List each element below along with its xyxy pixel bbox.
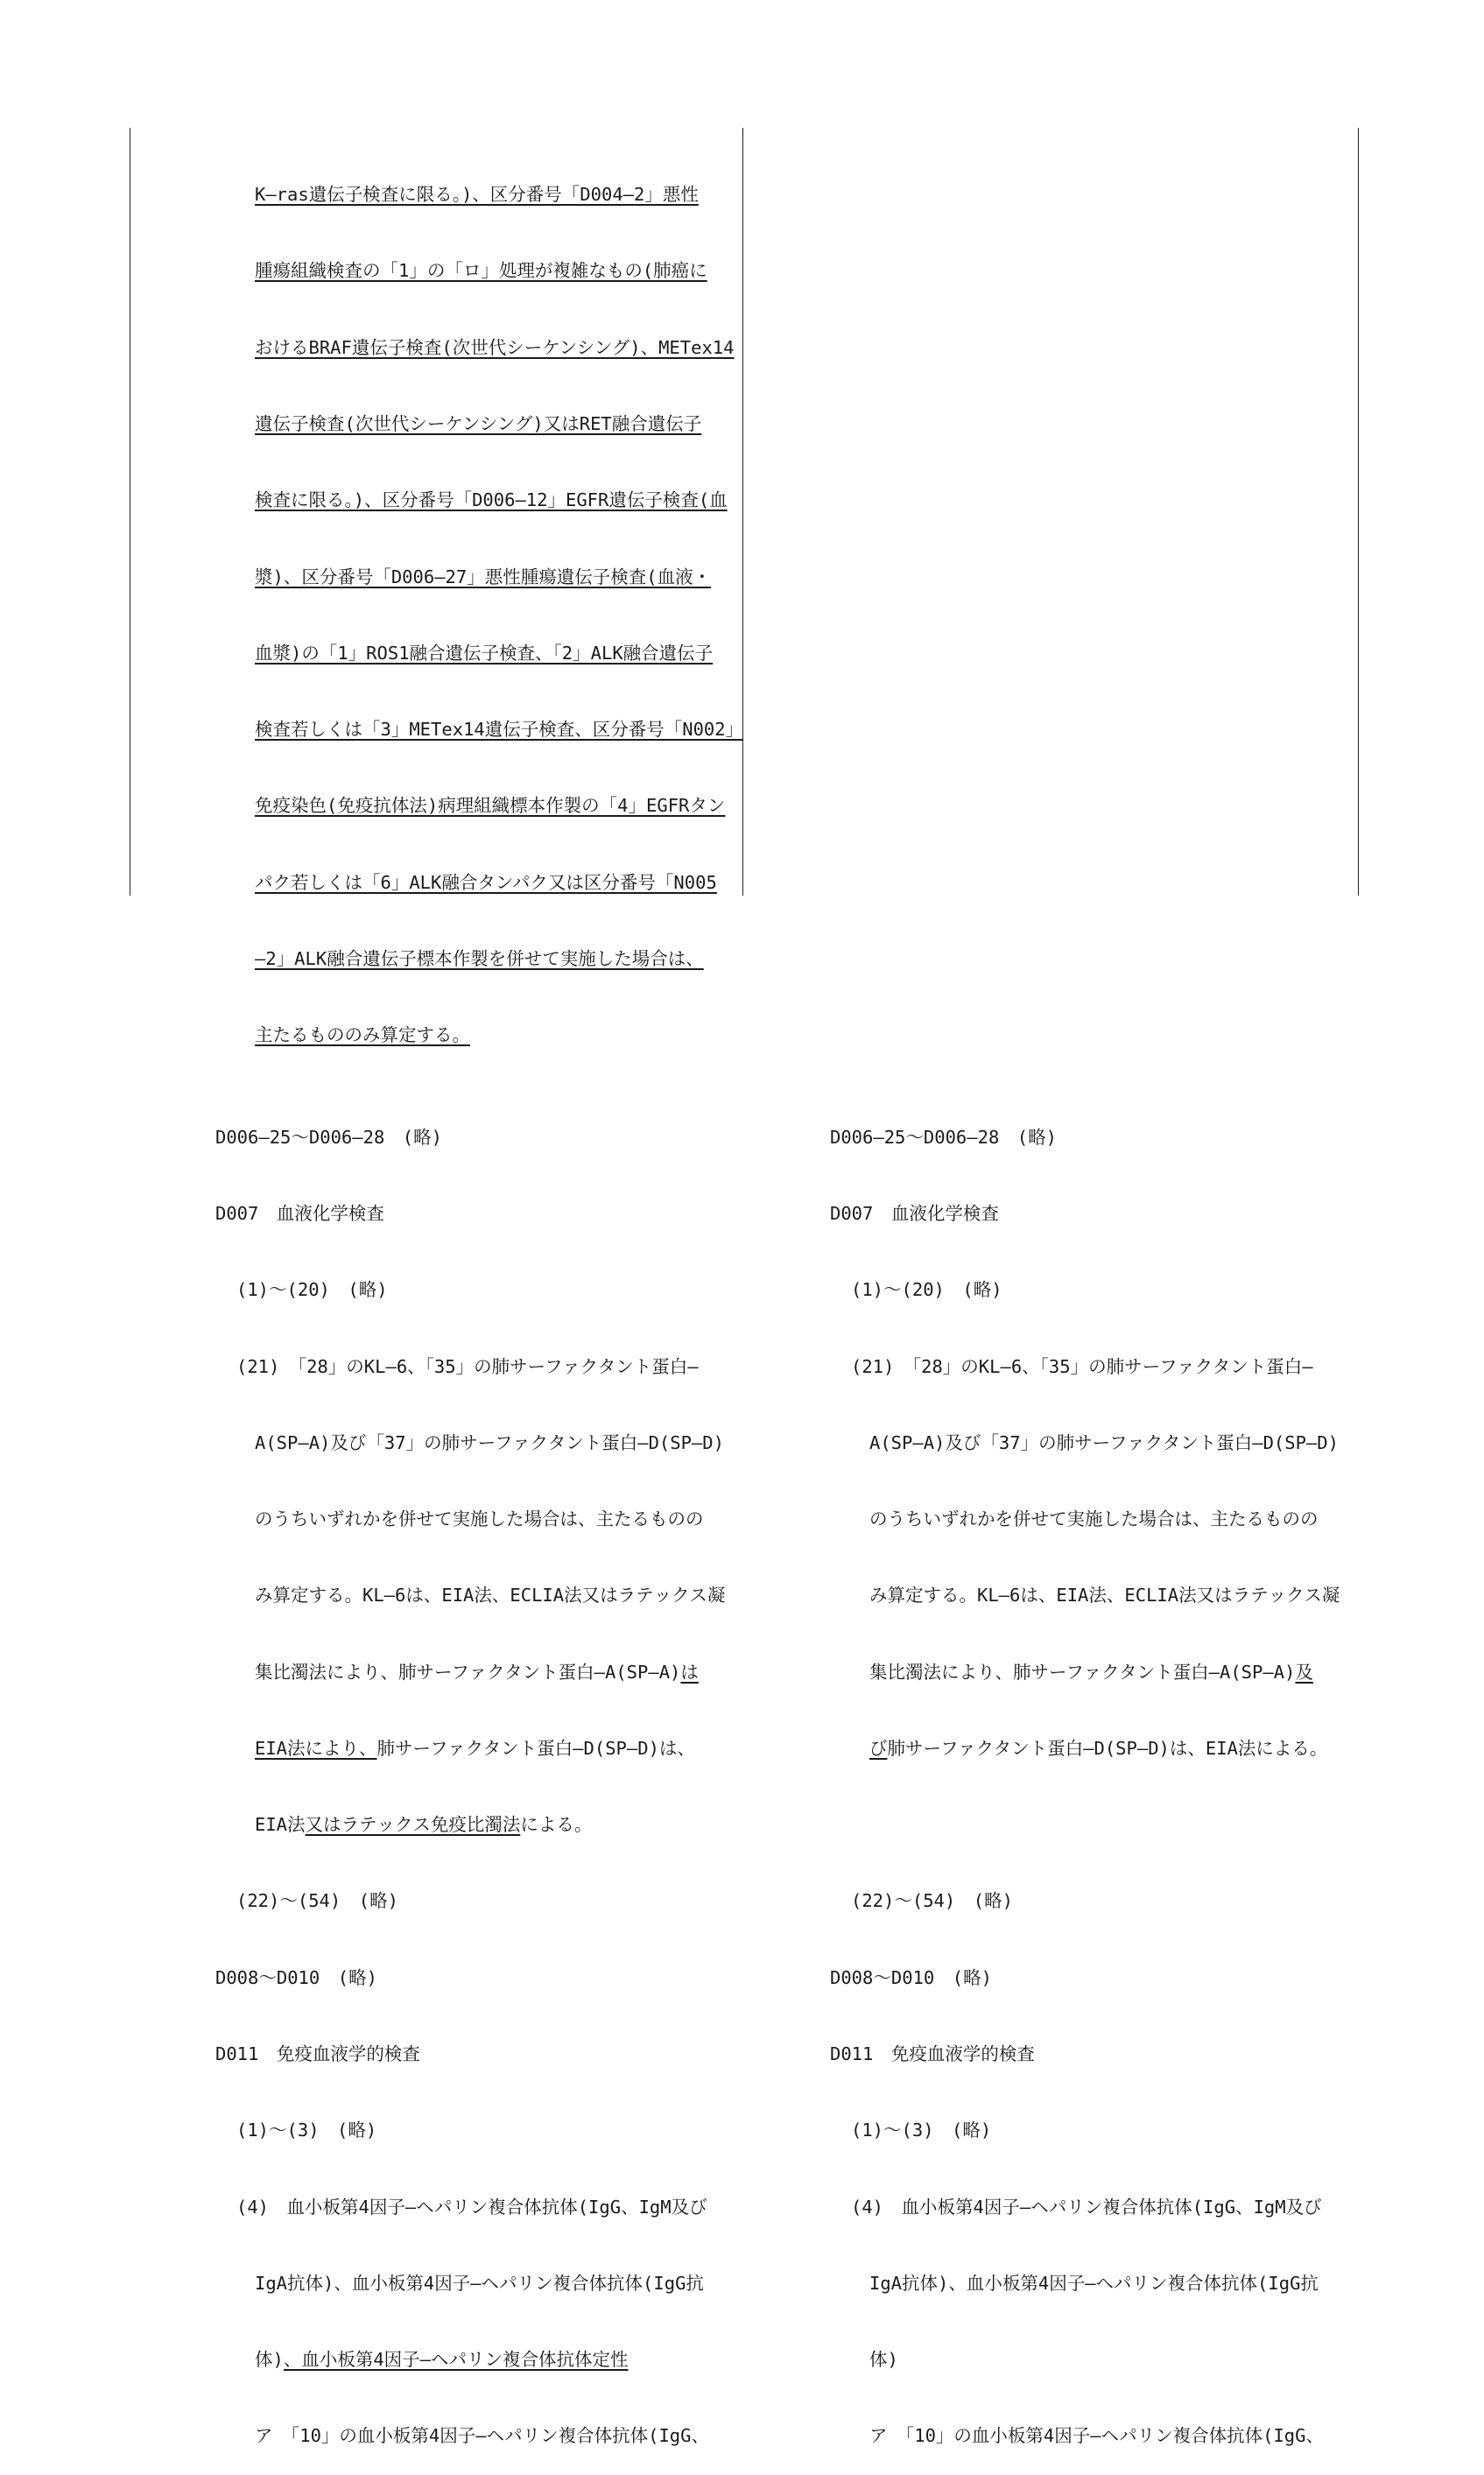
subsection-text: A(SP―A)及び「37」の肺サーファクタント蛋白―D(SP―D) [869, 1431, 1339, 1453]
section-heading: D011 免疫血液学的検査 [830, 2043, 1035, 2065]
subsection-item: (1)～(20) (略) [851, 1279, 1002, 1301]
revised-text-line: 検査に限る。)、区分番号「D006―12」EGFR遺伝子検査(血 [255, 489, 728, 511]
subsection-item: (4) 血小板第4因子―ヘパリン複合体抗体(IgG、IgM及び [851, 2196, 1322, 2218]
spacer [830, 1023, 1340, 1048]
subsection-item: (22)～(54) (略) [236, 1890, 398, 1912]
subsection-text [830, 1660, 1340, 1685]
subsection-text: ア 「10」の血小板第4因子―ヘパリン複合体抗体(IgG、 [869, 2425, 1324, 2447]
text-segment: による。 [520, 1814, 593, 1836]
underlined-text: EIA法により、 [255, 1737, 377, 1759]
subsection-text: のうちいずれかを併せて実施した場合は、主たるものの [869, 1508, 1319, 1530]
subsection-text [215, 1812, 743, 1838]
left-column-revised [215, 131, 743, 2475]
spacer [830, 565, 1340, 590]
spacer [830, 717, 1340, 742]
subsection-text: IgA抗体)、血小板第4因子―ヘパリン複合体抗体(IgG抗 [869, 2272, 1319, 2294]
text-segment: 体) [255, 2349, 284, 2371]
revised-text-line: 検査若しくは「3」METex14遺伝子検査、区分番号「N002」 [255, 719, 744, 741]
revised-text-line: 漿)、区分番号「D006―27」悪性腫瘍遺伝子検査(血液・ [255, 566, 712, 587]
subsection-text: み算定する。KL―6は、EIA法、ECLIA法又はラテックス凝 [869, 1585, 1340, 1607]
underlined-text: び [869, 1737, 888, 1759]
subsection-text [830, 1736, 1340, 1761]
subsection-item: (21) 「28」のKL―6、「35」の肺サーファクタント蛋白― [851, 1355, 1313, 1377]
right-column-current [830, 131, 1340, 2475]
revised-text-line: 主たるもののみ算定する。 [255, 1024, 470, 1046]
subsection-item: (1)～(3) (略) [851, 2120, 992, 2141]
spacer [830, 946, 1340, 972]
revised-text-line: 腫瘍組織検査の「1」の「ロ」処理が複雑なもの(肺癌に [255, 260, 707, 282]
subsection-item: (1)～(20) (略) [236, 1279, 388, 1301]
revised-text-line: ―2」ALK融合遺伝子標本作製を併せて実施した場合は、 [255, 948, 704, 969]
section-heading: D011 免疫血液学的検査 [215, 2043, 420, 2065]
subsection-text: のうちいずれかを併せて実施した場合は、主たるものの [255, 1508, 704, 1530]
section-heading: D006―25～D006―28 (略) [215, 1126, 442, 1148]
subsection-item: (22)～(54) (略) [851, 1890, 1013, 1912]
subsection-text: み算定する。KL―6は、EIA法、ECLIA法又はラテックス凝 [255, 1585, 726, 1607]
text-segment: 肺サーファクタント蛋白―D(SP―D)は、 [376, 1737, 695, 1759]
underlined-text: は [680, 1661, 699, 1683]
underlined-text: 及 [1295, 1661, 1313, 1683]
right-border-line [1358, 128, 1359, 896]
underlined-text: 又はラテックス免疫比濁法 [305, 1814, 521, 1836]
underlined-text: 、血小板第4因子―ヘパリン複合体抗体定性 [283, 2349, 629, 2371]
subsection-text: A(SP―A)及び「37」の肺サーファクタント蛋白―D(SP―D) [255, 1431, 724, 1453]
section-heading: D006―25～D006―28 (略) [830, 1126, 1057, 1148]
text-segment: 集比濁法により、肺サーファクタント蛋白―A(SP―A) [255, 1661, 681, 1683]
section-heading: D007 血液化学検査 [215, 1202, 384, 1224]
subsection-text [215, 2347, 743, 2373]
spacer [830, 793, 1340, 819]
text-segment: 集比濁法により、肺サーファクタント蛋白―A(SP―A) [869, 1661, 1296, 1683]
subsection-text [215, 1736, 743, 1761]
spacer [830, 335, 1340, 361]
subsection-text: ア 「10」の血小板第4因子―ヘパリン複合体抗体(IgG、 [255, 2425, 709, 2447]
revised-text-line: パク若しくは「6」ALK融合タンパク又は区分番号「N005 [255, 871, 717, 893]
subsection-item: (4) 血小板第4因子―ヘパリン複合体抗体(IgG、IgM及び [236, 2196, 707, 2218]
revised-text-line: おけるBRAF遺伝子検査(次世代シーケンシング)、METex14 [255, 336, 735, 358]
text-segment: EIA法 [255, 1814, 306, 1836]
spacer [830, 641, 1340, 666]
section-heading: D007 血液化学検査 [830, 1202, 999, 1224]
subsection-item: (21) 「28」のKL―6、「35」の肺サーファクタント蛋白― [236, 1355, 699, 1377]
revised-text-line: K―ras遺伝子検査に限る。)、区分番号「D004―2」悪性 [255, 184, 699, 206]
subsection-text: 体) [869, 2349, 898, 2371]
subsection-text [215, 1660, 743, 1685]
spacer [830, 1812, 1340, 1838]
section-heading: D008～D010 (略) [215, 1966, 377, 1988]
text-segment: 肺サーファクタント蛋白―D(SP―D)は、EIA法による。 [887, 1737, 1328, 1759]
revised-text-line: 免疫染色(免疫抗体法)病理組織標本作製の「4」EGFRタン [255, 795, 726, 817]
section-heading: D008～D010 (略) [830, 1966, 992, 1988]
spacer [830, 488, 1340, 513]
spacer [830, 870, 1340, 896]
spacer [830, 182, 1340, 207]
subsection-text: IgA抗体)、血小板第4因子―ヘパリン複合体抗体(IgG抗 [255, 2272, 704, 2294]
subsection-item: (1)～(3) (略) [236, 2120, 377, 2141]
spacer [830, 258, 1340, 284]
revised-text-line: 遺伝子検査(次世代シーケンシング)又はRET融合遺伝子 [255, 413, 702, 435]
spacer [830, 411, 1340, 437]
revised-text-line: 血漿)の「1」ROS1融合遺伝子検査、「2」ALK融合遺伝子 [255, 642, 714, 664]
